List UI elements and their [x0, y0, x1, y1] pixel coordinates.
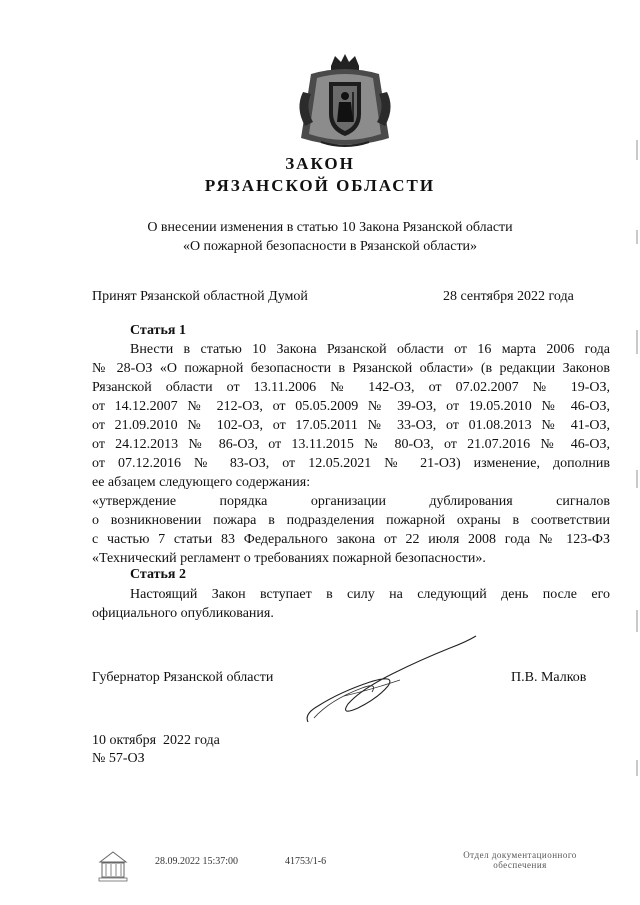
article-1-line: от 21.09.2010 № 102-ОЗ, от 17.05.2011 № 33-ОЗ, от 01.08.2013 № 41-ОЗ, — [92, 418, 610, 433]
article-2-heading: Статья 2 — [130, 567, 186, 582]
article-1-body — [92, 340, 610, 568]
article-1-heading: Статья 1 — [130, 323, 186, 338]
article-2-line: официального опубликования. — [92, 606, 274, 621]
department-stamp — [440, 850, 600, 870]
article-1-quote-line: о возникновении пожара в подразделения пожарной охраны в соответствии — [92, 513, 610, 528]
law-title-line2: РЯЗАНСКОЙ ОБЛАСТИ — [204, 176, 436, 195]
article-2-body — [92, 585, 610, 623]
article-1-line: от 07.12.2016 № 83-ОЗ, от 12.05.2021 № 21-ОЗ) изменение, дополнив — [92, 456, 610, 471]
scan-edge-mark — [636, 470, 638, 488]
article-1-line: Рязанской области от 13.11.2006 № 142-ОЗ, от 07.02.2007 № 19-ОЗ, — [92, 380, 610, 395]
scan-edge-mark — [636, 140, 638, 160]
article-2-line: Настоящий Закон вступает в силу на следующий день после его — [130, 587, 610, 602]
coat-of-arms-icon — [291, 52, 399, 152]
article-1-quote-line: «Технический регламент о требованиях пожарной безопасности». — [92, 551, 486, 566]
adoption-date: 28 сентября 2022 года — [443, 289, 574, 304]
enactment-date: 10 октября 2022 года — [92, 733, 220, 748]
article-1-line: от 24.12.2013 № 86-ОЗ, от 13.11.2015 № 80-ОЗ, от 21.07.2016 № 46-ОЗ, — [92, 437, 610, 452]
scan-edge-mark — [636, 330, 638, 354]
article-1-quote-line: «утверждение порядка организации дублирования сигналов — [92, 494, 610, 509]
article-1-line: ее абзацем следующего содержания: — [92, 475, 311, 490]
article-1-quote-line: с частью 7 статьи 83 Федерального закона от 22 июля 2008 года № 123-ФЗ — [92, 532, 610, 547]
article-1-line: № 28-ОЗ «О пожарной безопасности в Рязанской области» (в редакции Законов — [92, 361, 610, 376]
law-title-line1: ЗАКОН — [285, 154, 355, 173]
law-subject-line1: О внесении изменения в статью 10 Закона Рязанской области — [147, 220, 513, 235]
stamp-line-1: Отдел документационного — [463, 850, 577, 860]
handwritten-signature — [300, 630, 480, 730]
scan-edge-mark — [636, 760, 638, 776]
governor-name: П.В. Малков — [511, 670, 587, 685]
stamp-line-2: обеспечения — [493, 860, 547, 870]
footer-doc-id: 41753/1-6 — [285, 856, 327, 867]
law-subject-line2: «О пожарной безопасности в Рязанской области» — [182, 239, 478, 254]
footer-timestamp: 28.09.2022 15:37:00 — [155, 856, 239, 867]
article-1-line: от 14.12.2007 № 212-ОЗ, от 05.05.2009 № 39-ОЗ, от 19.05.2010 № 46-ОЗ, — [92, 399, 610, 414]
governor-position: Губернатор Рязанской области — [92, 670, 274, 685]
enactment-number: № 57-ОЗ — [92, 751, 145, 766]
scan-edge-mark — [636, 230, 638, 244]
adoption-body: Принят Рязанской областной Думой — [92, 289, 308, 304]
scan-edge-mark — [636, 610, 638, 632]
duma-building-icon — [96, 850, 130, 884]
article-1-line: Внести в статью 10 Закона Рязанской области от 16 марта 2006 года — [130, 342, 610, 357]
